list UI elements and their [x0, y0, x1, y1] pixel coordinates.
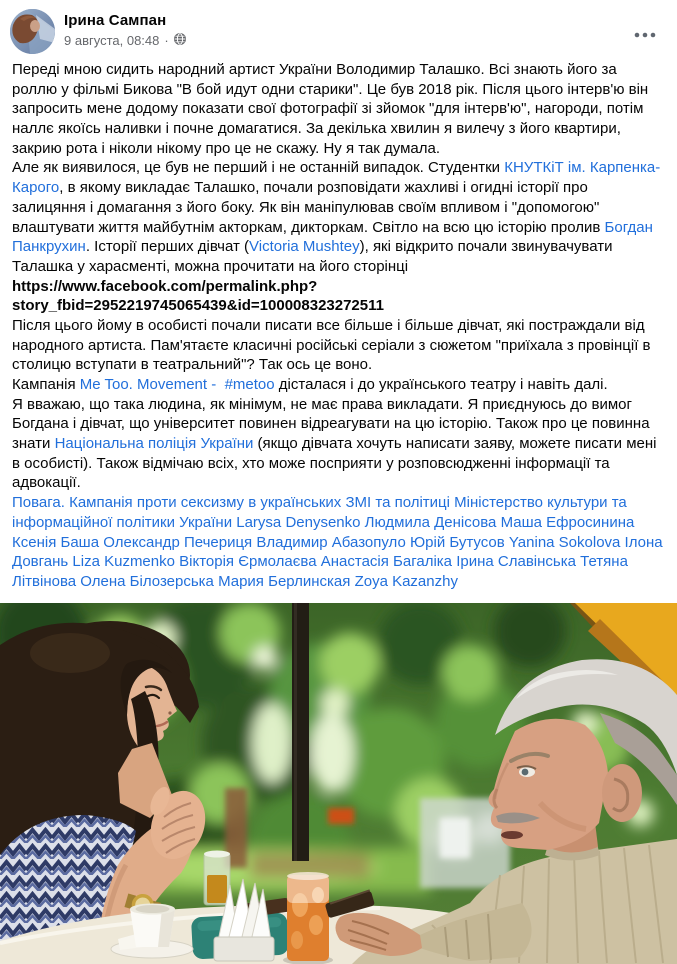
post-subline	[64, 33, 186, 49]
body-link[interactable]: Анастасія Багаліка	[320, 553, 453, 571]
body-link[interactable]: Ірина Славінська	[456, 553, 576, 571]
body-link[interactable]: Вікторія Єрмолаєва	[179, 553, 317, 571]
separator-dot: ·	[164, 33, 169, 48]
body-text: ), які відкрито почали звинувачувати Талашка у харасменті, можна прочитати на його сторінці	[12, 238, 617, 275]
body-text: , в якому викладає Талашко, почали розповідати жахливі і огидні історії про залицяння і домагання з його боку. Як він маніпулював своїм впливом і "допомогою" влаштувати життя майбутнім акторкам, дикторкам. Світло на всю цю історію пролив	[12, 179, 605, 236]
avatar[interactable]	[10, 9, 55, 54]
body-link[interactable]: Олена Білозерська	[80, 572, 214, 590]
body-link[interactable]: Zoya Kazanzhy	[354, 572, 458, 590]
post-photo[interactable]	[0, 603, 677, 964]
body-link[interactable]: Мария Берлинская	[218, 572, 351, 590]
body-link[interactable]: Національна поліція України	[54, 435, 254, 453]
ellipsis-menu-icon	[634, 32, 656, 38]
post-header	[0, 0, 677, 56]
body-link[interactable]: Юрій Бутусов	[409, 533, 505, 551]
body-text: Я вважаю, що така людина, як мінімум, не має права викладати. Я приєднуюсь до вимог Богдана і дівчат, що університет повинен відреагувати на цю історію. Також про це повинна знати	[12, 395, 654, 453]
header-meta	[64, 9, 186, 49]
author-name[interactable]: Ірина Сампан	[64, 12, 167, 29]
body-link[interactable]: КНУТКіТ ім. Карпенка-Карого	[12, 159, 661, 197]
body-link[interactable]: Тетяна Літвінова	[12, 553, 633, 590]
post-body-text	[0, 56, 677, 601]
timestamp: 9 августа, 08:48	[64, 33, 160, 48]
post-menu-button[interactable]	[631, 24, 659, 46]
body-link[interactable]: Ілона Довгань	[12, 533, 667, 571]
avatar-image	[10, 9, 55, 54]
body-text: Після цього йому в особисті почали писати все більше і більше дівчат, які постраждали від народного артиста. Пам'ятаєте класичні російські серіали з сюжетом "приїхала з провінції в столицю вступати в театральний"? Так ось це воно.	[12, 316, 655, 374]
photo-illustration	[0, 603, 677, 964]
body-link[interactable]: Богдан Панкрухин	[12, 218, 658, 256]
body-link[interactable]: Владимир Абазопуло	[256, 533, 406, 551]
body-link[interactable]: Олександр Печериця	[103, 533, 253, 551]
body-link[interactable]: Міністерство культури та інформаційної політики України	[12, 494, 631, 531]
body-link[interactable]: Повага. Кампанія проти сексизму в українських ЗМІ та політиці	[12, 494, 450, 512]
body-link[interactable]: Me Too. Movement -	[79, 376, 217, 393]
body-url[interactable]: story_fbid=2952219745065439&id=100008323272511	[12, 297, 384, 315]
body-text: дісталася і до українського театру і навіть далі.	[274, 376, 608, 393]
orange-glass	[283, 872, 333, 964]
body-text: Кампанія	[12, 376, 80, 393]
body-url[interactable]: https://www.facebook.com/permalink.php?	[12, 277, 318, 295]
body-link[interactable]: Ксенія Баша	[12, 533, 100, 551]
body-text: Але як виявилося, це був не перший і не останній випадок. Студентки	[12, 159, 505, 177]
body-text	[634, 514, 638, 531]
body-link[interactable]: #metoo	[224, 376, 275, 393]
body-link[interactable]: Маша Ефросинина	[500, 513, 635, 531]
body-link[interactable]: Yanina Sokolova	[508, 533, 621, 551]
body-link[interactable]: Людмила Денісова	[364, 513, 497, 531]
body-text: (якщо дівчата хочуть написати заяву, можете писати мені в особисті). Також відмічаю всіх, хто може посприяти у розповсюдженні інформації та адвокації.	[12, 435, 661, 492]
body-text: Переді мною сидить народний артист України Володимир Талашко. Всі знають його за роллю у фільмі Бикова "В бой идут одни старики". Це був 2018 рік. Після цього інтерв'ю він запросить мене додому показати свої фотографії зі зйомок "для інтерв'ю", нагороди, потім наллє якоїсь наливки і почне домагатися. За декілька хвилин я вилечу з його квартири, закрию рота і ніколи нікому про це не скажу. Ну я так думала.	[12, 61, 653, 157]
body-text: . Історії перших дівчат (	[85, 238, 249, 256]
body-link[interactable]: Victoria Mushtey	[249, 238, 360, 256]
body-text	[216, 376, 224, 393]
body-link[interactable]: Larysa Denysenko	[236, 513, 361, 531]
globe-public-icon	[174, 33, 186, 49]
body-link[interactable]: Liza Kuzmenko	[72, 553, 175, 571]
